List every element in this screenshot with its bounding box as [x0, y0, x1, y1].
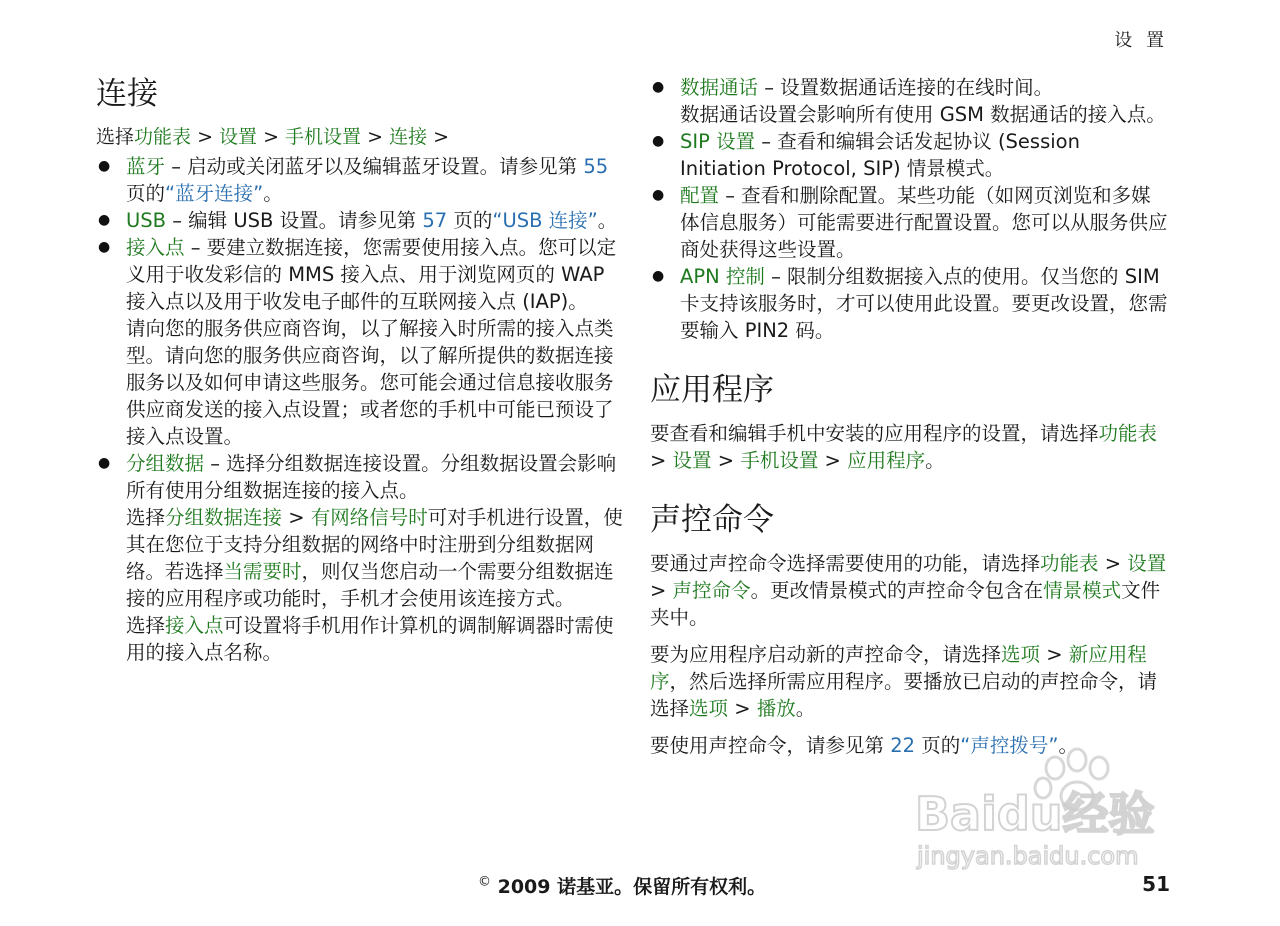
connection-settings-list	[96, 153, 626, 666]
menu-term: 设置	[1127, 552, 1167, 575]
voice-paragraph-2: 要为应用程序启动新的声控命令，请选择选项 > 新应用程序，然后选择所需应用程序。要播放已启动的声控命令，请选择选项 > 播放。	[650, 643, 1158, 720]
menu-term: 接入点	[165, 614, 224, 637]
right-column	[650, 74, 1170, 759]
menu-term: 应用程序	[847, 449, 926, 472]
term-config: 配置	[680, 184, 720, 207]
list-item-data-call: ● 数据通话 – 设置数据通话连接的在线时间。 数据通话设置会影响所有使用 GSM 数据通话的接入点。	[650, 74, 1170, 128]
menu-term: 有网络信号时	[310, 506, 428, 529]
page-ref[interactable]: 22	[890, 734, 916, 757]
connection-settings-list-continued	[650, 74, 1170, 344]
list-item-access-point: ● 接入点 – 要建立数据连接，您需要使用接入点。您可以定义用于收发彩信的 MMS 接入点、用于浏览网页的 WAP 接入点以及用于收发电子邮件的互联网接入点 (IAP)。 请向您的服务供应商咨询，以了解接入时所需的接入点类型。请向您的服务供应商咨询，以了解所提供的数据连接服务以及如何申请这些服务。您可能会通过信息接收服务供应商发送的接入点设置；或者您的手机中可能已预设了接入点设置。	[96, 234, 626, 450]
term-data-call: 数据通话	[680, 76, 759, 99]
cross-ref-link[interactable]: “声控拨号”	[960, 734, 1059, 757]
cross-ref-link[interactable]: “USB 连接”	[492, 209, 598, 232]
menu-term: 播放	[756, 697, 796, 720]
menu-term: 功能表	[1040, 552, 1099, 575]
list-item-bluetooth: ● 蓝牙 – 启动或关闭蓝牙以及编辑蓝牙设置。请参见第 55 页的“蓝牙连接”。	[96, 153, 626, 207]
list-item-config: ● 配置 – 查看和删除配置。某些功能（如网页浏览和多媒体信息服务）可能需要进行配置设置。您可以从服务供应商处获得这些设置。	[650, 182, 1170, 263]
list-item-apn: ● APN 控制 – 限制分组数据接入点的使用。仅当您的 SIM 卡支持该服务时，才可以使用此设置。要更改设置，您需要输入 PIN2 码。	[650, 263, 1170, 344]
left-column	[96, 74, 626, 666]
list-item-packet-data: ● 分组数据 – 选择分组数据连接设置。分组数据设置会影响所有使用分组数据连接的接入点。 选择分组数据连接 > 有网络信号时可对手机进行设置，使其在您位于支持分组数据的网络中时注册到分组数据网络。若选择当需要时，则仅当您启动一个需要分组数据连接的应用程序或功能时，手机才会使用该连接方式。 选择接入点可设置将手机用作计算机的调制解调器时需使用的接入点名称。	[96, 450, 626, 666]
menu-term: 情景模式	[1043, 579, 1122, 602]
menu-term: 连接	[389, 126, 428, 148]
access-point-note: 请向您的服务供应商咨询，以了解接入时所需的接入点类型。请向您的服务供应商咨询，以了解所提供的数据连接服务以及如何申请这些服务。您可能会通过信息接收服务供应商发送的接入点设置；或者您的手机中可能已预设了接入点设置。	[126, 317, 614, 448]
menu-term: 选项	[1001, 643, 1041, 666]
list-item-usb: ● USB – 编辑 USB 设置。请参见第 57 页的“USB 连接”。	[96, 207, 626, 234]
section-title-applications: 应用程序	[650, 372, 774, 408]
list-item-sip: ● SIP 设置 – 查看和编辑会话发起协议 (Session Initiation Protocol, SIP) 情景模式。	[650, 128, 1170, 182]
menu-term: 选项	[689, 697, 729, 720]
term-packet-data: 分组数据	[126, 452, 205, 475]
applications-paragraph: 要查看和编辑手机中安装的应用程序的设置，请选择功能表 > 设置 > 手机设置 > 应用程序。	[650, 422, 1158, 472]
menu-term: 手机设置	[285, 126, 362, 148]
section-title-voice-commands: 声控命令	[650, 502, 774, 538]
term-usb: USB	[126, 209, 167, 232]
page-ref[interactable]: 57	[422, 209, 448, 232]
term-bluetooth: 蓝牙	[126, 155, 166, 178]
menu-term: 设置	[219, 126, 258, 148]
menu-term: 功能表	[134, 126, 192, 148]
menu-term: 当需要时	[223, 560, 302, 583]
baidu-jingyan-watermark-logo	[905, 738, 1205, 878]
term-sip: SIP 设置	[680, 130, 756, 153]
copyright-symbol: ©	[478, 874, 491, 890]
menu-term: 设置	[672, 449, 712, 472]
term-access-point: 接入点	[126, 236, 185, 259]
menu-path-connection: 选择功能表 > 设置 > 手机设置 > 连接 >	[96, 126, 450, 148]
voice-paragraph-3: 要使用声控命令，请参见第 22 页的“声控拨号”。	[650, 734, 1078, 757]
voice-paragraph-1: 要通过声控命令选择需要使用的功能，请选择功能表 > 设置 > 声控命令。更改情景模式的声控命令包含在情景模式文件夹中。	[650, 552, 1167, 629]
section-title-connection: 连接	[96, 76, 158, 112]
menu-term: 分组数据连接	[165, 506, 283, 529]
menu-term: 声控命令	[672, 579, 751, 602]
term-apn: APN 控制	[680, 265, 765, 288]
menu-term: 功能表	[1098, 422, 1158, 445]
cross-ref-link[interactable]: “蓝牙连接”	[165, 182, 264, 205]
menu-term: 新应用程序	[650, 643, 1147, 693]
watermark-brand: Baidu经验	[915, 787, 1155, 841]
page-ref[interactable]: 55	[583, 155, 609, 178]
section-header: 设 置	[1114, 30, 1168, 51]
watermark-domain: jingyan.baidu.com	[917, 842, 1139, 870]
menu-term: 手机设置	[740, 449, 819, 472]
copyright-footer: © 2009 诺基亚。保留所有权利。	[478, 874, 767, 898]
page-number: 51	[1142, 872, 1170, 896]
